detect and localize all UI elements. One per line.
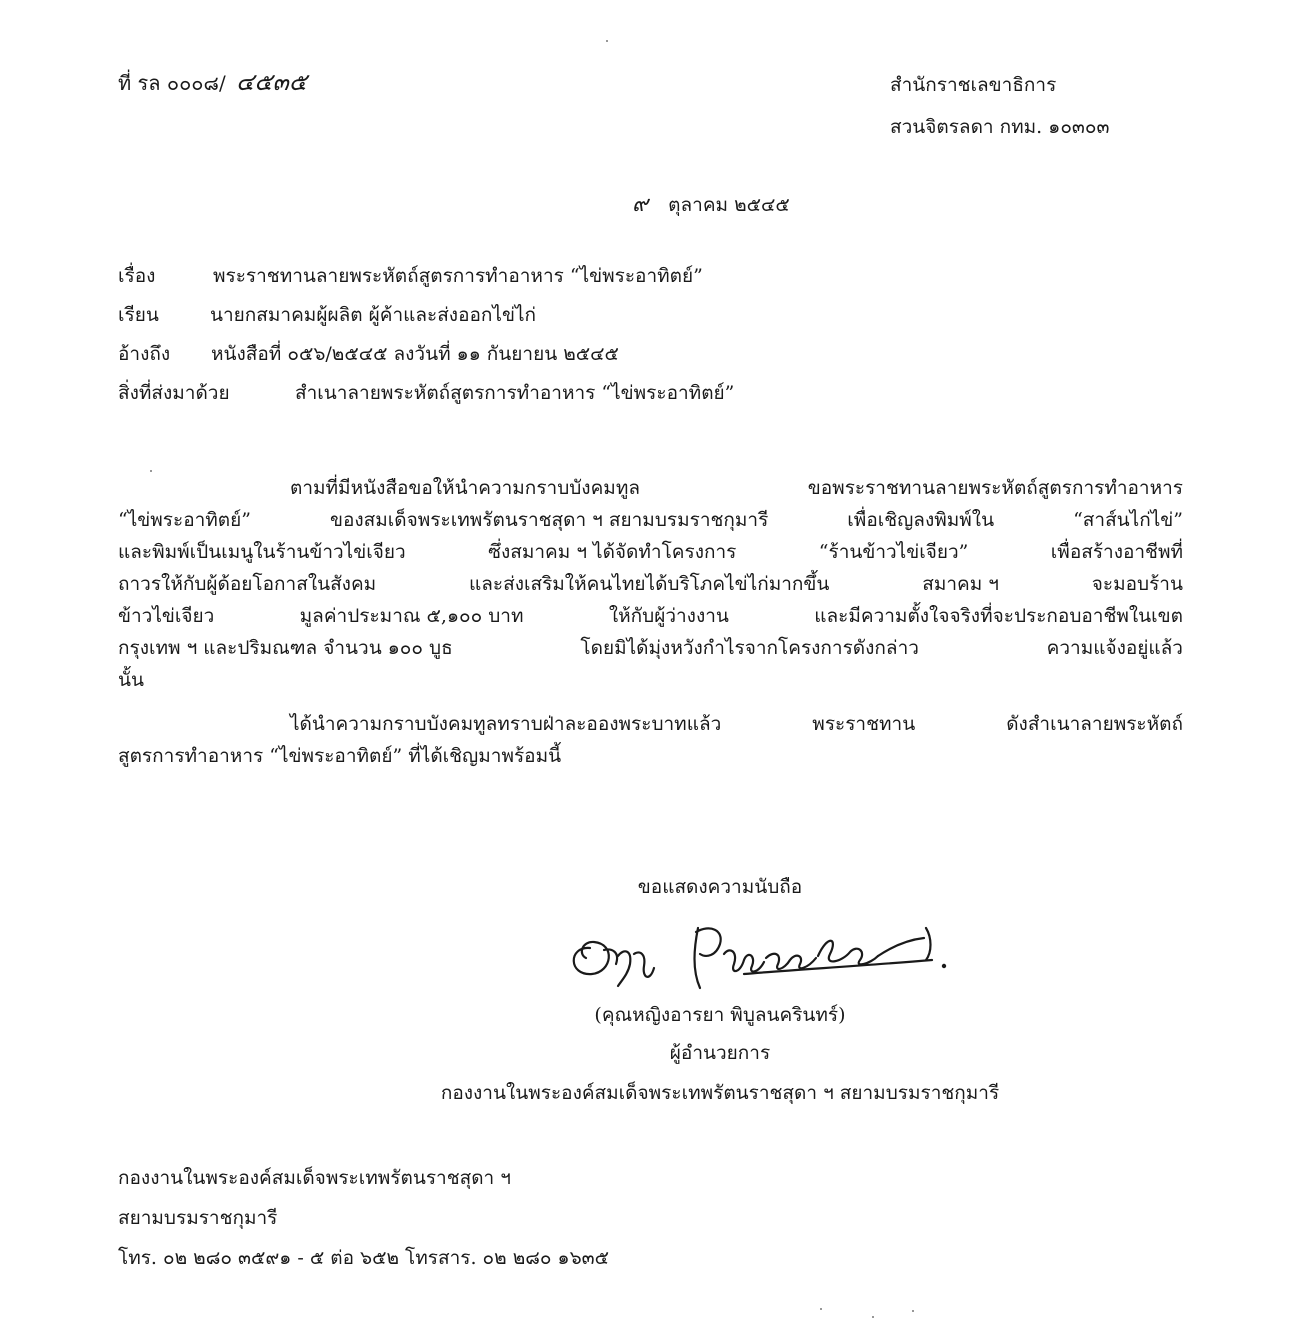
letter-date [632,186,790,221]
footer-phone-fax: โทร. ๐๒ ๒๘๐ ๓๕๙๑ - ๕ ต่อ ๖๕๒ โทรสาร. ๐๒ ๒๘๐ ๑๖๓๕ [118,1247,610,1269]
signer-title: ผู้อำนวยการ [669,1042,771,1064]
signer-name: (คุณหญิงอารยา พิบูลนครินทร์) [594,1004,846,1026]
body-line [118,600,1183,632]
body-line [118,632,1183,664]
body-text-segment: ให้กับผู้ว่างงาน [608,605,729,627]
recipient-value: นายกสมาคมผู้ผลิต ผู้ค้าและส่งออกไข่ไก่ [210,304,537,326]
body-text-segment: ขอพระราชทานลายพระหัตถ์สูตรการทำอาหาร [807,477,1183,499]
reference-label: อ้างถึง [118,343,171,365]
sender-office: สำนักราชเลขาธิการ [890,74,1057,96]
body-line [118,708,1183,740]
body-text-segment: ถาวรให้กับผู้ด้อยโอกาสในสังคม [118,573,377,595]
enclosure-label: สิ่งที่ส่งมาด้วย [118,382,230,404]
reference-prefix: ที่ รล ๐๐๐๘/ [118,71,226,95]
body-line [118,664,1183,696]
letter-header [118,262,734,418]
body-text-segment: เพื่อเชิญลงพิมพ์ใน [847,509,995,531]
subject-label: เรื่อง [118,265,156,287]
body-text-segment: มูลค่าประมาณ ๕,๑๐๐ บาท [299,605,524,627]
subject-row [118,262,734,301]
footer-office-line-1: กองงานในพระองค์สมเด็จพระเทพรัตนราชสุดา ฯ [118,1167,511,1189]
body-text-segment: “ไข่พระอาทิตย์” [118,509,251,531]
sender-address [890,64,1109,148]
body-text-segment: พระราชทาน [812,713,916,735]
body-text-segment: “สาส์นไก่ไข่” [1073,509,1183,531]
body-line [118,740,1183,772]
body-text-segment: ข้าวไข่เจียว [118,605,215,627]
subject-value: พระราชทานลายพระหัตถ์สูตรการทำอาหาร “ไข่พระอาทิตย์” [213,265,703,287]
body-text-segment: และพิมพ์เป็นเมนูในร้านข้าวไข่เจียว [118,541,406,563]
body-paragraph-1 [118,472,1183,696]
body-paragraph-2 [118,708,1183,772]
handwritten-signature [560,908,970,998]
date-day-handwritten: ๙ [632,192,649,217]
letter-body [118,472,1183,772]
body-text-segment: และส่งเสริมให้คนไทยได้บริโภคไข่ไก่มากขึ้น [469,573,830,595]
body-line [118,472,1183,504]
footer-contact [118,1158,609,1278]
body-text-segment: ดังสำเนาลายพระหัตถ์ [1006,713,1183,735]
body-text-segment: และมีความตั้งใจจริงที่จะประกอบอาชีพในเขต [814,605,1183,627]
body-text-segment: ตามที่มีหนังสือขอให้นำความกราบบังคมทูล [290,477,640,499]
reference-row [118,340,734,379]
body-text-segment: สมาคม ฯ [922,573,999,595]
reference-number [118,62,307,101]
recipient-row [118,301,734,340]
body-line [118,504,1183,536]
body-text-segment: ได้นำความกราบบังคมทูลทราบฝ่าละอองพระบาทแล้ว [290,713,722,735]
body-line [118,568,1183,600]
reference-handwritten-number: ๔๕๓๕ [236,68,307,96]
body-text-segment: ซึ่งสมาคม ฯ ได้จัดทำโครงการ [488,541,737,563]
recipient-label: เรียน [118,304,159,326]
body-text-segment: จะมอบร้าน [1091,573,1183,595]
body-text-segment: กรุงเทพ ฯ และปริมณฑล จำนวน ๑๐๐ บูธ [118,637,453,659]
body-text-segment: นั้น [118,669,144,691]
closing-phrase: ขอแสดงความนับถือ [637,876,803,898]
body-text-segment: ของสมเด็จพระเทพรัตนราชสุดา ฯ สยามบรมราชกุมารี [330,509,769,531]
body-text-segment: ความแจ้งอยู่แล้ว [1046,637,1183,659]
signer-office: กองงานในพระองค์สมเด็จพระเทพรัตนราชสุดา ฯ สยามบรมราชกุมารี [440,1082,1000,1104]
reference-value: หนังสือที่ ๐๕๖/๒๕๔๕ ลงวันที่ ๑๑ กันยายน ๒๕๔๕ [211,343,619,365]
body-text-segment: “ร้านข้าวไข่เจียว” [818,541,969,563]
sender-location: สวนจิตรลดา กทม. ๑๐๓๐๓ [890,116,1110,138]
body-text-segment: สูตรการทำอาหาร “ไข่พระอาทิตย์” ที่ได้เชิญมาพร้อมนี้ [118,745,562,767]
body-text-segment: โดยมิได้มุ่งหวังกำไรจากโครงการดังกล่าว [580,637,919,659]
date-month-year: ตุลาคม ๒๕๔๕ [668,194,790,216]
body-line [118,536,1183,568]
enclosure-value: สำเนาลายพระหัตถ์สูตรการทำอาหาร “ไข่พระอาทิตย์” [295,382,735,404]
footer-office-line-2: สยามบรมราชกุมารี [118,1207,278,1229]
body-text-segment: เพื่อสร้างอาชีพที่ [1050,541,1183,563]
enclosure-row [118,379,734,418]
